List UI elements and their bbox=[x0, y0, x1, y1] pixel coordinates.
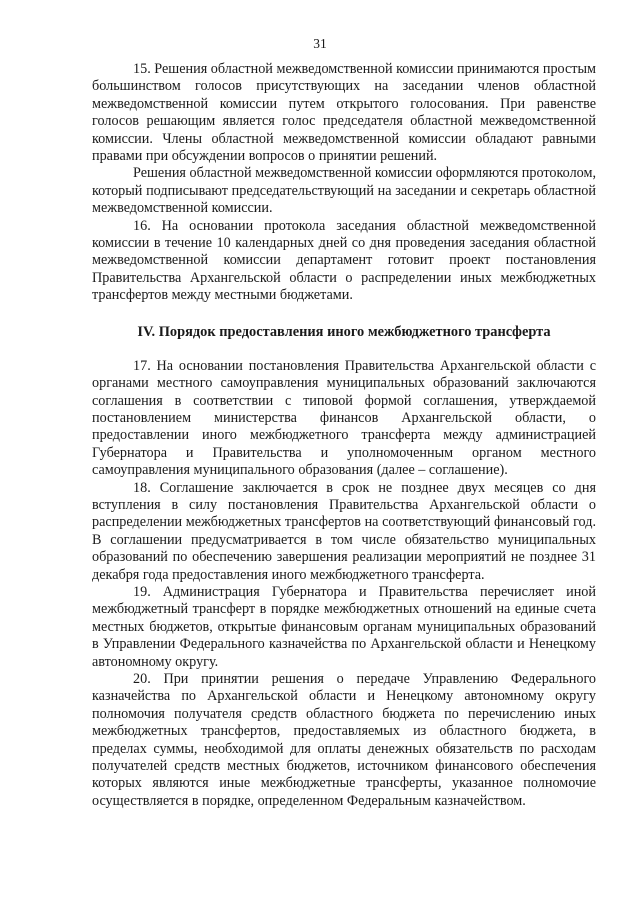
paragraph-18: 18. Соглашение заключается в срок не позднее двух месяцев со дня вступления в силу постановления Правительства Архангельской области о распределении межбюджетных трансфертов на соответствующий финансовый год. В соглашении предусматривается в том числе обязательство муниципальных образований по обеспечению завершения реализации мероприятий не позднее 31 декабря года предоставления иного межбюджетного трансферта. bbox=[92, 479, 596, 583]
document-body bbox=[92, 61, 596, 810]
paragraph-19: 19. Администрация Губернатора и Правительства перечисляет иной межбюджетный трансферт в порядке межбюджетных отношений на единые счета местных бюджетов, открытые финансовым органам муниципальных образований в Управлении Федерального казначейства по Архангельской области и Ненецкому автономному округу. bbox=[92, 583, 596, 670]
page-number: 31 bbox=[313, 36, 327, 51]
paragraph-20: 20. При принятии решения о передаче Управлению Федерального казначейства по Архангельской области и Ненецкому автономному округу полномочия получателя средств областного бюджета по перечислению иных межбюджетных трансфертов, предоставляемых из областного бюджета, в пределах суммы, необходимой для оплаты денежных обязательств по расходам получателей средств местных бюджетов, источником финансового обеспечения которых являются иные межбюджетные трансферты, указанное полномочие осуществляется в порядке, определенном Федеральным казначейством. bbox=[92, 671, 596, 809]
section-heading: IV. Порядок предоставления иного межбюджетного трансферта bbox=[137, 323, 551, 340]
paragraph-16: 16. На основании протокола заседания областной межведомственной комиссии в течение 10 календарных дней со дня проведения заседания областной межведомственной комиссии департамент готовит проект постановления Правительства Архангельской области о распределении иных межбюджетных трансфертов между местными бюджетами. bbox=[92, 217, 596, 304]
paragraph-17: 17. На основании постановления Правительства Архангельской области с органами местного самоуправления муниципальных образований заключаются соглашения в соответствии с типовой формой соглашения, утверждаемой постановлением министерства финансов Архангельской области, о предоставлении иного межбюджетного трансферта между администрацией Губернатора и Правительства и уполномоченным органом местного самоуправления муниципального образования (далее – соглашение). bbox=[92, 357, 596, 479]
paragraph-15: 15. Решения областной межведомственной комиссии принимаются простым большинством голосов присутствующих на заседании членов областной межведомственной комиссии путем открытого голосования. При равенстве голосов решающим является голос председателя областной межведомственной комиссии. Члены областной межведомственной комиссии обладают равными правами при обсуждении вопросов о принятии решений. bbox=[92, 61, 596, 165]
paragraph-15-protocol: Решения областной межведомственной комиссии оформляются протоколом, который подписывают председательствующий на заседании и секретарь областной межведомственной комиссии. bbox=[92, 165, 596, 217]
